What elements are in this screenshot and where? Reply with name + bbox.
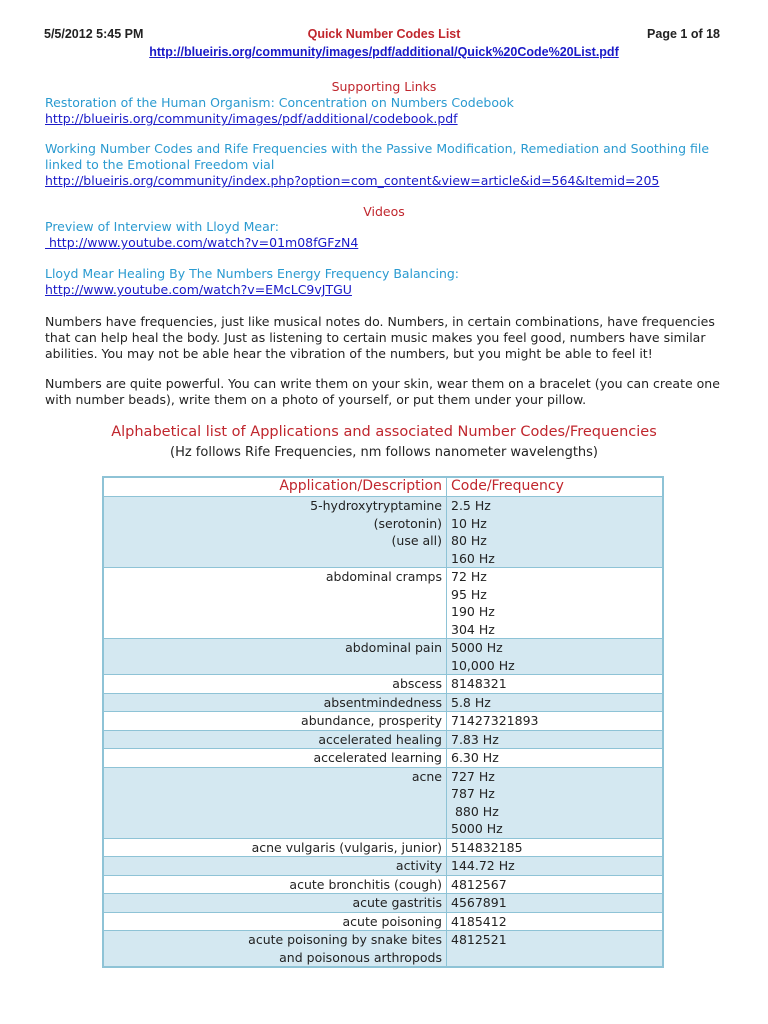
supporting-link-1-url[interactable]: http://blueiris.org/community/images/pdf/additional/codebook.pdf [45,111,458,126]
code-cell [447,894,664,913]
table-row [103,639,663,675]
video-1-title: Preview of Interview with Lloyd Mear: [45,219,279,234]
header-date: 5/5/2012 5:45 PM [44,27,144,41]
table-row [103,875,663,894]
code-text: 6.30 Hz [451,750,499,765]
code-text: 10 Hz [451,515,487,531]
code-text: 5000 Hz [451,640,503,655]
code-text: 80 Hz [451,533,487,548]
table-header-row [103,477,663,497]
application-cell [103,712,447,731]
table-row [103,931,663,968]
intro-paragraph-2: Numbers are quite powerful. You can write them on your skin, wear them on a bracelet (you can create one with number beads), write them on a photo of yourself, or put them under your pillow. [45,376,720,407]
code-cell [447,838,664,857]
code-text: 787 Hz [451,786,495,801]
application-text: acne [411,768,442,784]
supporting-link-2-url[interactable]: http://blueiris.org/community/index.php?option=com_content&view=article&id=564&Itemid=205 [45,173,660,188]
application-cell [103,894,447,913]
table-row [103,767,663,838]
code-text: 5.8 Hz [451,694,491,710]
header-title: Quick Number Codes List [307,27,461,41]
videos-heading: Videos [363,204,405,219]
code-text: 880 Hz [451,803,499,819]
application-cell [103,693,447,712]
code-text: 4185412 [451,913,507,929]
application-cell [103,639,447,675]
code-text: 72 Hz [451,569,487,584]
code-cell [447,749,664,768]
code-cell [447,675,664,694]
code-text: 514832185 [451,839,523,855]
intro-paragraph-1: Numbers have frequencies, just like musical notes do. Numbers, in certain combinations, have frequencies that can help heal the body. Just as listening to certain music makes you feel good, numbers have similar abilities. You may not be able hear the vibration of the numbers, but you might be able to feel it! [45,314,715,361]
code-cell [447,568,664,639]
table-row [103,568,663,639]
code-cell [447,712,664,731]
code-text: 4567891 [451,895,507,910]
code-cell [447,912,664,931]
table-row [103,693,663,712]
header-page-number: Page 1 of 18 [647,27,720,41]
application-text: absentmindedness [323,694,442,710]
application-text: acute poisoning [342,913,442,929]
table-row [103,894,663,913]
column-header-application: Application/Description [103,477,447,497]
table-row [103,712,663,731]
code-text: 144.72 Hz [451,858,515,873]
codes-table [102,476,664,968]
code-text: 4812567 [451,876,507,892]
application-text: 5-hydroxytryptamine [310,498,442,513]
table-row [103,838,663,857]
table-row [103,497,663,568]
code-cell [447,497,664,568]
table-title: Alphabetical list of Applications and associated Number Codes/Frequencies [111,424,657,440]
code-text: 4812521 [451,932,507,947]
application-cell [103,875,447,894]
header-url-link[interactable]: http://blueiris.org/community/images/pdf/additional/Quick%20Code%20List.pdf [149,45,619,59]
column-header-code: Code/Frequency [447,477,664,497]
code-text: 304 Hz [451,621,495,637]
application-text: accelerated learning [313,750,442,765]
table-row [103,912,663,931]
application-text: abscess [392,676,442,691]
application-cell [103,931,447,968]
table-subtitle: (Hz follows Rife Frequencies, nm follows nanometer wavelengths) [170,445,598,460]
application-text: abdominal pain [345,640,442,655]
code-cell [447,767,664,838]
application-text: acute gastritis [352,895,442,910]
application-text: accelerated healing [318,731,442,747]
application-text: abdominal cramps [325,569,442,584]
supporting-links-heading: Supporting Links [331,79,437,94]
application-cell [103,838,447,857]
supporting-link-2-title: Working Number Codes and Rife Frequencies with the Passive Modification, Remediation and Soothing file linked to the Emotional Freedom vial [45,141,710,172]
application-cell [103,568,447,639]
table-row [103,857,663,876]
code-cell [447,639,664,675]
table-row [103,675,663,694]
application-text: (serotonin) [373,515,442,531]
code-text: 10,000 Hz [451,657,515,673]
supporting-link-2 [45,141,735,189]
code-cell [447,931,664,968]
supporting-link-1 [45,95,735,127]
code-text: 2.5 Hz [451,498,491,513]
application-text: acute poisoning by snake bites [248,932,442,947]
video-1 [45,219,735,251]
code-text: 190 Hz [451,604,495,619]
table-row [103,749,663,768]
table-row [103,730,663,749]
application-cell [103,675,447,694]
code-cell [447,857,664,876]
code-text: 71427321893 [451,713,539,728]
code-text: 95 Hz [451,586,487,602]
code-cell [447,730,664,749]
application-cell [103,912,447,931]
application-text: acute bronchitis (cough) [289,876,442,892]
code-cell [447,875,664,894]
application-text: activity [395,858,442,873]
application-text: abundance, prosperity [301,713,442,728]
application-cell [103,497,447,568]
application-cell [103,857,447,876]
code-cell [447,693,664,712]
video-2-url[interactable]: http://www.youtube.com/watch?v=EMcLC9vJTGU [45,282,352,297]
code-text: 5000 Hz [451,821,503,836]
video-1-url[interactable]: http://www.youtube.com/watch?v=01m08fGFzN4 [45,235,359,250]
video-2 [45,266,735,298]
application-text: (use all) [391,533,442,548]
code-text: 727 Hz [451,768,495,784]
application-cell [103,730,447,749]
application-text: acne vulgaris (vulgaris, junior) [251,839,442,855]
code-text: 7.83 Hz [451,731,499,747]
application-cell [103,749,447,768]
code-text: 160 Hz [451,550,495,566]
video-2-title: Lloyd Mear Healing By The Numbers Energy Frequency Balancing: [45,266,460,281]
code-text: 8148321 [451,676,507,691]
application-cell [103,767,447,838]
supporting-link-1-title: Restoration of the Human Organism: Concentration on Numbers Codebook [45,95,514,110]
application-text: and poisonous arthropods [279,949,442,965]
